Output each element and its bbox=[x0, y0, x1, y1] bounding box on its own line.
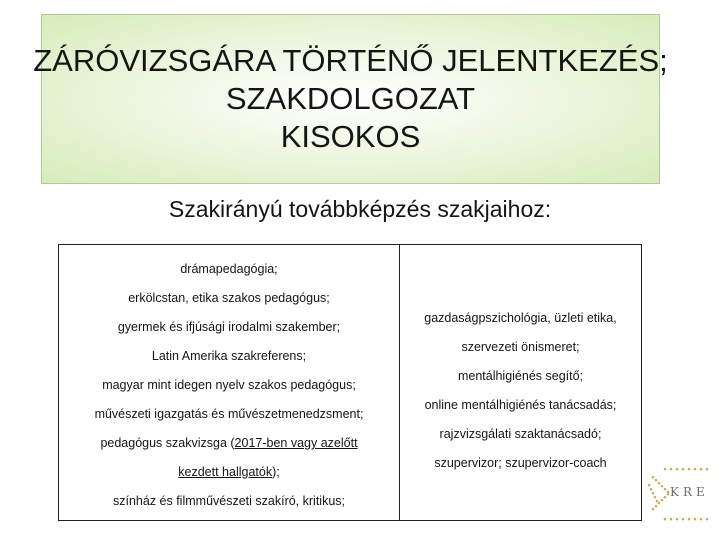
list-item: szupervizor; szupervizor-coach bbox=[434, 456, 607, 470]
list-item: Latin Amerika szakreferens; bbox=[151, 349, 307, 363]
programs-table bbox=[58, 244, 642, 521]
logo-dot bbox=[705, 518, 708, 521]
logo-dot bbox=[693, 468, 696, 471]
logo-dot bbox=[681, 468, 684, 471]
list-item: gazdaságpszichológia, üzleti etika, bbox=[424, 311, 617, 325]
logo-dot bbox=[687, 518, 690, 521]
list-item bbox=[100, 433, 357, 462]
title-line-2: SZAKDOLGOZAT bbox=[225, 81, 476, 116]
logo-dot bbox=[657, 482, 660, 485]
list-item-text: ); bbox=[272, 465, 280, 479]
logo-dot bbox=[663, 468, 666, 471]
list-item: gyermek és ifjúsági irodalmi szakember; bbox=[117, 320, 341, 334]
logo-dot bbox=[660, 499, 663, 502]
list-item: erkölcstan, etika szakos pedagógus; bbox=[128, 291, 330, 305]
logo-dot bbox=[675, 468, 678, 471]
logo-dot bbox=[651, 476, 654, 479]
underlined-text: kezdett hallgatók bbox=[178, 465, 273, 479]
list-item: szervezeti önismeret; bbox=[461, 340, 580, 354]
logo-dot bbox=[651, 508, 654, 511]
logo-dot bbox=[699, 518, 702, 521]
logo-dot bbox=[675, 518, 678, 521]
list-item: magyar mint idegen nyelv szakos pedagógus; bbox=[102, 378, 356, 392]
underlined-text: 2017-ben vagy azelőtt bbox=[234, 436, 358, 450]
logo-dot bbox=[669, 468, 672, 471]
logo-dot bbox=[655, 500, 658, 503]
logo-dot bbox=[699, 468, 702, 471]
title-line-3: KISOKOS bbox=[280, 119, 421, 154]
list-item: színház és filmművészeti szakíró, kritikus; bbox=[112, 494, 345, 508]
logo-dot bbox=[653, 496, 656, 499]
list-item: mentálhigiénés segítő; bbox=[457, 369, 584, 383]
kre-logo bbox=[644, 462, 720, 528]
list-item: drámapedagógia; bbox=[180, 262, 278, 276]
title-line-1: ZÁRÓVIZSGÁRA TÖRTÉNŐ JELENTKEZÉS; bbox=[33, 43, 668, 78]
logo-dot bbox=[663, 496, 666, 499]
logo-dot bbox=[651, 492, 654, 495]
logo-dot bbox=[681, 518, 684, 521]
list-item bbox=[178, 462, 279, 491]
list-item: online mentálhigiénés tanácsadás; bbox=[424, 398, 617, 412]
logo-dot bbox=[654, 505, 657, 508]
logo-dot bbox=[687, 468, 690, 471]
logo-dot bbox=[705, 468, 708, 471]
list-item: rajzvizsgálati szaktanácsadó; bbox=[439, 427, 602, 441]
title-box bbox=[33, 14, 668, 184]
logo-text: KRE bbox=[670, 485, 709, 499]
logo-dot bbox=[657, 502, 660, 505]
logo-dot bbox=[669, 518, 672, 521]
left-column bbox=[59, 245, 400, 520]
subtitle: Szakirányú továbbképzés szakjaihoz: bbox=[168, 196, 552, 222]
list-item-text: pedagógus szakvizsga ( bbox=[100, 436, 235, 450]
list-item: művészeti igazgatás és művészetmenedzsment; bbox=[94, 407, 364, 421]
logo-dot bbox=[649, 488, 652, 491]
right-column bbox=[400, 245, 641, 520]
logo-dot bbox=[647, 484, 650, 487]
logo-dot bbox=[663, 518, 666, 521]
logo-dot bbox=[663, 488, 666, 491]
logo-dot bbox=[654, 479, 657, 482]
logo-dot bbox=[693, 518, 696, 521]
logo-dot bbox=[660, 485, 663, 488]
